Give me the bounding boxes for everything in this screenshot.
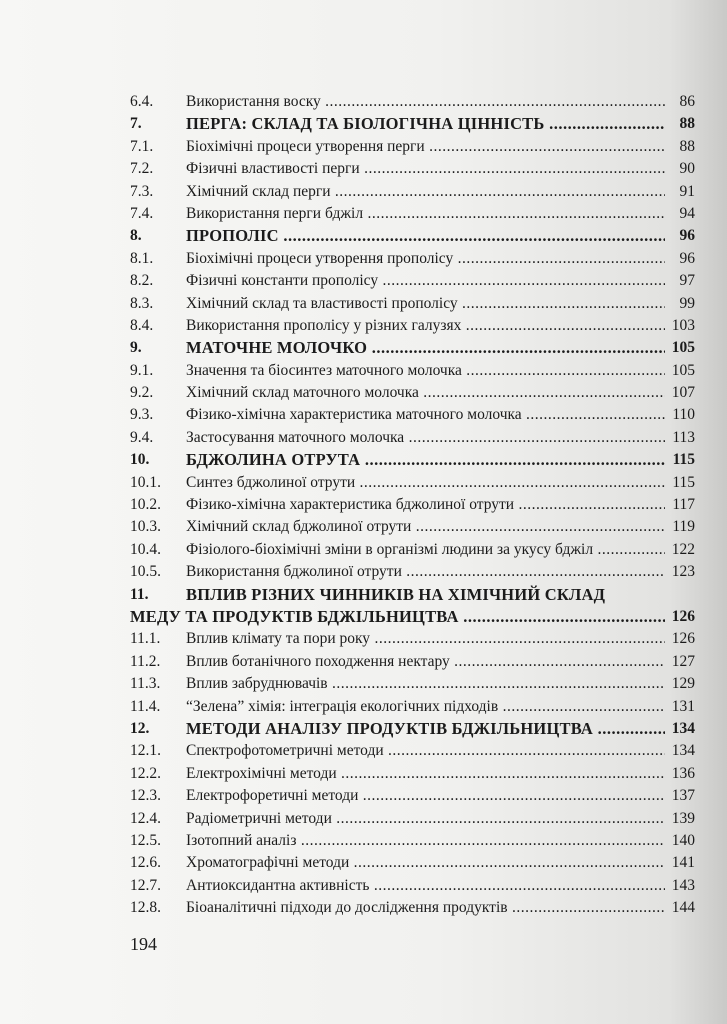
toc-chapter-row	[130, 718, 695, 740]
toc-entry-title: Біоаналітичні підходи до дослідження продуктів .....	[186, 897, 665, 919]
toc-entry-page: 117	[672, 496, 695, 514]
toc-entry-number: 10.1.	[130, 473, 161, 491]
toc-section-row	[130, 360, 695, 382]
toc-entry-title: ПРОПОЛІС .....	[186, 225, 665, 247]
toc-entry-page: 115	[672, 451, 695, 469]
toc-entry-title: МЕДУ ТА ПРОДУКТІВ БДЖІЛЬНИЦТВА .....	[130, 606, 665, 628]
toc-section-row	[130, 785, 695, 807]
toc-entry-number: 11.1.	[130, 630, 161, 648]
toc-entry-page: 97	[679, 272, 695, 290]
toc-entry-number: 9.4.	[130, 428, 154, 446]
table-of-contents	[130, 91, 695, 919]
toc-entry-title: Хімічний склад перги .....	[186, 181, 665, 203]
toc-chapter-row	[130, 606, 695, 628]
toc-entry-page: 143	[671, 876, 695, 894]
toc-entry-page: 122	[671, 540, 695, 558]
toc-entry-number: 10.4.	[130, 540, 161, 558]
toc-entry-title: Ізотопний аналіз .....	[186, 830, 665, 852]
toc-section-row	[130, 830, 695, 852]
toc-entry-page: 107	[671, 384, 695, 402]
toc-entry-page: 94	[679, 204, 695, 222]
toc-entry-number: 12.1.	[130, 742, 161, 760]
toc-entry-number: 8.2.	[130, 272, 154, 290]
toc-entry-number: 11.4.	[130, 697, 161, 715]
toc-entry-title: Антиоксидантна активність .....	[186, 875, 665, 897]
toc-entry-title: ПЕРГА: СКЛАД ТА БІОЛОГІЧНА ЦІННІСТЬ .....	[186, 113, 665, 135]
toc-entry-number: 9.2.	[130, 384, 154, 402]
toc-section-row	[130, 315, 695, 337]
toc-entry-page: 131	[671, 697, 695, 715]
toc-entry-page: 103	[671, 316, 695, 334]
toc-entry-title: Хімічний склад маточного молочка .....	[186, 382, 665, 404]
toc-entry-page: 115	[672, 473, 695, 491]
toc-entry-page: 140	[671, 831, 695, 849]
toc-entry-page: 139	[671, 809, 695, 827]
toc-entry-page: 126	[671, 630, 695, 648]
toc-entry-number: 11.2.	[130, 652, 161, 670]
toc-section-row	[130, 382, 695, 404]
toc-entry-title: Використання перги бджіл .....	[186, 203, 665, 225]
toc-entry-page: 127	[671, 652, 695, 670]
toc-entry-title: Хімічний склад бджолиної отрути .....	[186, 516, 665, 538]
toc-entry-page: 86	[679, 93, 695, 110]
toc-entry-number: 7.4.	[130, 204, 154, 222]
toc-entry-title: Вплив ботанічного походження нектару .....	[186, 651, 665, 673]
toc-entry-number: 6.4.	[130, 93, 154, 110]
toc-section-row	[130, 628, 695, 650]
toc-entry-title: Фізіолого-біохімічні зміни в організмі людини за укусу бджіл .....	[186, 539, 665, 561]
toc-entry-title: Вплив клімату та пори року .....	[186, 628, 665, 650]
toc-entry-number: 12.7.	[130, 876, 161, 894]
toc-entry-number: 8.4.	[130, 316, 154, 334]
toc-entry-title: Біохімічні процеси утворення прополісу .....	[186, 248, 665, 270]
toc-chapter-row	[130, 584, 695, 606]
toc-entry-title: Електрофоретичні методи .....	[186, 785, 665, 807]
toc-entry-number: 9.1.	[130, 361, 154, 379]
toc-section-row	[130, 158, 695, 180]
toc-entry-title: “Зелена” хімія: інтеграція екологічних підходів .....	[186, 696, 665, 718]
toc-entry-number: 12.4.	[130, 809, 161, 827]
toc-entry-page: 123	[671, 563, 695, 581]
toc-entry-number: 12.8.	[130, 899, 161, 917]
toc-entry-title: Радіометричні методи .....	[186, 808, 665, 830]
toc-chapter-row	[130, 449, 695, 471]
toc-section-row	[130, 472, 695, 494]
toc-section-row	[130, 651, 695, 673]
toc-entry-title: Фізико-хімічна характеристика бджолиної отрути .....	[186, 494, 665, 516]
toc-entry-page: 113	[672, 428, 695, 446]
toc-entry-number: 11.	[130, 585, 149, 603]
toc-chapter-row	[130, 337, 695, 359]
toc-entry-page: 119	[672, 518, 695, 536]
toc-entry-title: Електрохімічні методи .....	[186, 763, 665, 785]
toc-entry-title: Фізичні константи прополісу .....	[186, 270, 665, 292]
toc-entry-number: 10.5.	[130, 563, 161, 581]
toc-entry-page: 99	[679, 294, 695, 312]
toc-section-row	[130, 875, 695, 897]
toc-section-row	[130, 763, 695, 785]
toc-entry-number: 12.3.	[130, 787, 161, 805]
toc-chapter-row	[130, 113, 695, 135]
toc-section-row	[130, 270, 695, 292]
toc-entry-title: Застосування маточного молочка .....	[186, 427, 665, 449]
toc-entry-number: 9.3.	[130, 406, 154, 424]
toc-entry-title: Біохімічні процеси утворення перги .....	[186, 136, 665, 158]
toc-entry-page: 88	[679, 115, 695, 133]
toc-entry-title: Вплив забруднювачів .....	[186, 673, 665, 695]
toc-section-row	[130, 740, 695, 762]
toc-entry-page: 126	[671, 607, 695, 625]
toc-entry-number: 7.2.	[130, 160, 154, 178]
toc-entry-title: Використання воску .....	[186, 91, 665, 113]
toc-entry-number: 12.5.	[130, 831, 161, 849]
toc-entry-title: Хімічний склад та властивості прополісу .....	[186, 293, 665, 315]
toc-entry-number: 10.3.	[130, 518, 161, 536]
toc-entry-title: МАТОЧНЕ МОЛОЧКО .....	[186, 337, 665, 359]
toc-entry-page: 134	[671, 719, 695, 737]
toc-entry-number: 10.	[130, 451, 150, 469]
toc-entry-number: 12.6.	[130, 854, 161, 872]
toc-section-row	[130, 852, 695, 874]
toc-section-row	[130, 696, 695, 718]
toc-section-row	[130, 91, 695, 113]
toc-section-row	[130, 203, 695, 225]
toc-entry-number: 8.3.	[130, 294, 154, 312]
toc-entry-title: Хроматографічні методи .....	[186, 852, 665, 874]
toc-entry-page: 141	[671, 854, 695, 872]
toc-section-row	[130, 673, 695, 695]
toc-entry-number: 8.1.	[130, 249, 154, 267]
toc-entry-title: Використання прополісу у різних галузях .....	[186, 315, 665, 337]
toc-entry-page: 136	[671, 764, 695, 782]
toc-section-row	[130, 539, 695, 561]
toc-entry-title: Використання бджолиної отрути .....	[186, 561, 665, 583]
toc-section-row	[130, 404, 695, 426]
toc-section-row	[130, 561, 695, 583]
toc-entry-page: 96	[679, 249, 695, 267]
toc-entry-number: 12.	[130, 719, 150, 737]
toc-entry-page: 144	[671, 899, 695, 917]
toc-entry-title: БДЖОЛИНА ОТРУТА .....	[186, 449, 665, 471]
toc-section-row	[130, 136, 695, 158]
toc-entry-title: Спектрофотометричні методи .....	[186, 740, 665, 762]
toc-entry-title: МЕТОДИ АНАЛІЗУ ПРОДУКТІВ БДЖІЛЬНИЦТВА .....	[186, 718, 665, 740]
toc-entry-title: Синтез бджолиної отрути .....	[186, 472, 665, 494]
toc-entry-number: 7.	[130, 115, 142, 133]
toc-entry-title: Фізико-хімічна характеристика маточного молочка .....	[186, 404, 665, 426]
toc-entry-title: ВПЛИВ РІЗНИХ ЧИННИКІВ НА ХІМІЧНИЙ СКЛАД	[186, 584, 606, 604]
toc-section-row	[130, 494, 695, 516]
toc-entry-page: 110	[672, 406, 695, 424]
toc-section-row	[130, 427, 695, 449]
toc-entry-title: Значення та біосинтез маточного молочка .....	[186, 360, 665, 382]
toc-entry-page: 90	[679, 160, 695, 178]
toc-entry-page: 96	[679, 227, 695, 245]
toc-entry-page: 134	[671, 742, 695, 760]
page-number: 194	[130, 934, 157, 954]
toc-entry-page: 105	[671, 361, 695, 379]
toc-entry-title: Фізичні властивості перги .....	[186, 158, 665, 180]
toc-section-row	[130, 293, 695, 315]
toc-entry-page: 88	[679, 137, 695, 155]
toc-section-row	[130, 181, 695, 203]
toc-entry-number: 10.2.	[130, 496, 161, 514]
toc-entry-number: 12.2.	[130, 764, 161, 782]
toc-entry-number: 8.	[130, 227, 142, 245]
toc-section-row	[130, 897, 695, 919]
toc-entry-number: 7.1.	[130, 137, 154, 155]
toc-entry-page: 105	[671, 339, 695, 357]
toc-chapter-row	[130, 225, 695, 247]
toc-section-row	[130, 516, 695, 538]
toc-entry-number: 11.3.	[130, 675, 161, 693]
toc-section-row	[130, 248, 695, 270]
toc-entry-page: 129	[671, 675, 695, 693]
toc-entry-page: 137	[671, 787, 695, 805]
toc-entry-page: 91	[679, 182, 695, 200]
toc-entry-number: 7.3.	[130, 182, 154, 200]
toc-entry-number: 9.	[130, 339, 142, 357]
toc-section-row	[130, 808, 695, 830]
